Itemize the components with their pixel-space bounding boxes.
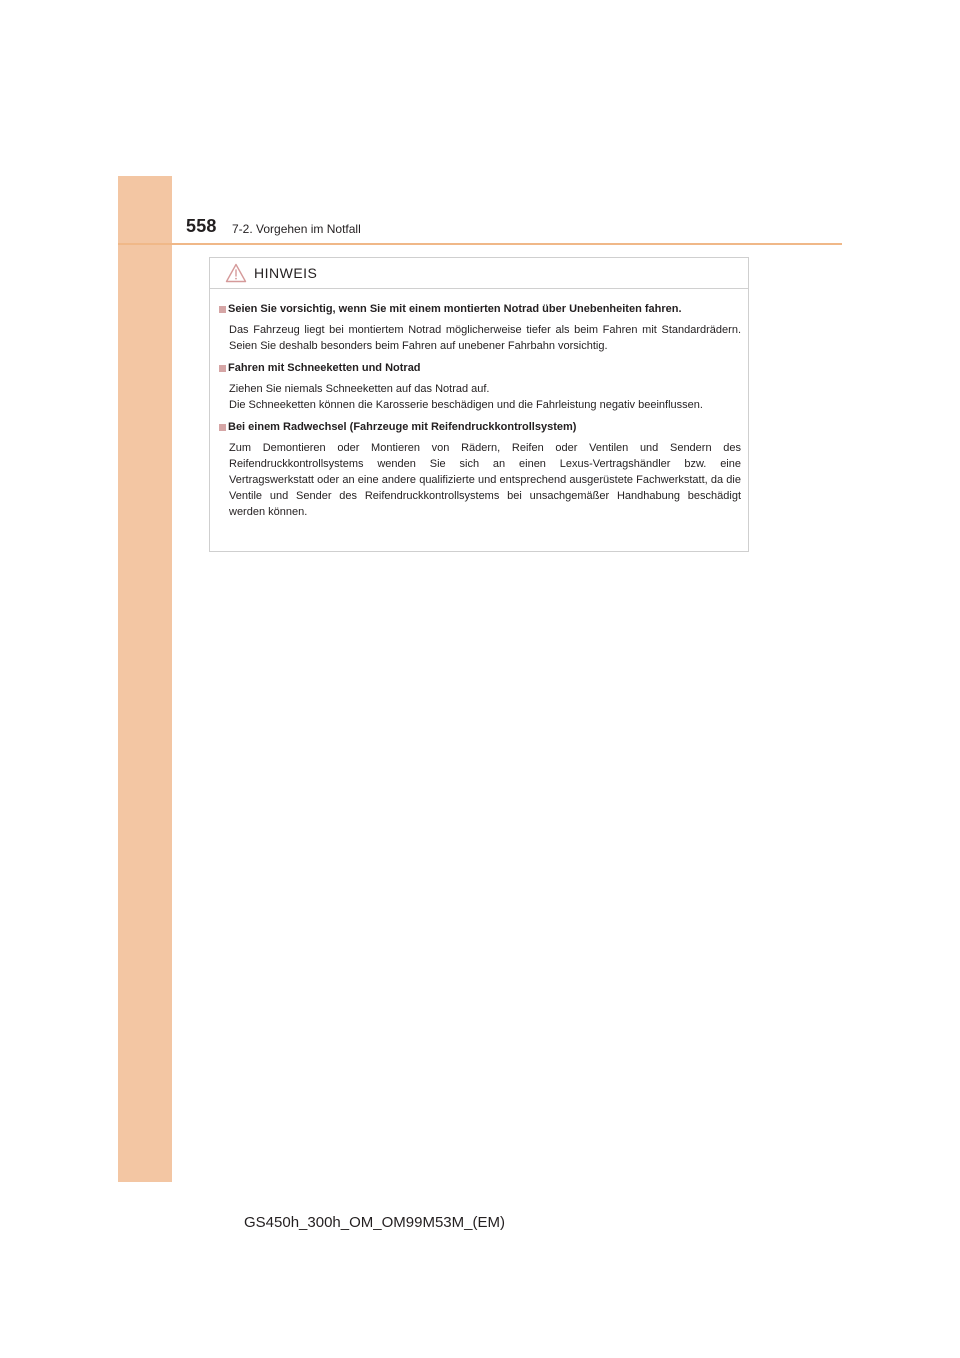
notice-item-heading: Seien Sie vorsichtig, wenn Sie mit einem montierten Notrad über Unebenheiten fahren. (228, 303, 682, 315)
chapter-side-band (118, 176, 172, 1182)
notice-item-heading: Bei einem Radwechsel (Fahrzeuge mit Reifendruckkontrollsystem) (228, 421, 577, 433)
notice-item (219, 420, 741, 520)
header-rule (118, 243, 842, 245)
square-bullet-icon (219, 424, 226, 431)
notice-item-paragraph: Ziehen Sie niemals Schneeketten auf das Notrad auf. (229, 383, 490, 395)
notice-item-heading: Fahren mit Schneeketten und Notrad (228, 362, 421, 374)
page-number: 558 (186, 216, 217, 236)
warning-triangle-icon (225, 263, 247, 283)
square-bullet-icon (219, 306, 226, 313)
notice-item-paragraph: Die Schneeketten können die Karosserie beschädigen und die Fahrleistung negativ beeinflussen. (229, 399, 703, 411)
notice-item (219, 361, 741, 413)
notice-box (209, 257, 749, 552)
section-title: 7-2. Vorgehen im Notfall (232, 222, 361, 236)
notice-body (219, 302, 741, 527)
document-code: GS450h_300h_OM_OM99M53M_(EM) (244, 1214, 505, 1231)
notice-title: HINWEIS (254, 265, 318, 281)
notice-header (210, 258, 748, 289)
notice-item (219, 302, 741, 354)
notice-item-paragraph: Das Fahrzeug liegt bei montiertem Notrad möglicherweise tiefer als beim Fahren mit Standardrädern. Seien Sie deshalb besonders beim Fahren auf unebener Fahrbahn vorsichtig. (229, 324, 741, 352)
notice-item-paragraph: Zum Demontieren oder Montieren von Rädern, Reifen oder Ventilen und Sendern des Reifendruckkontrollsystems wenden Sie sich an einen Lexus-Vertragshändler bzw. eine Vertragswerkstatt oder an eine andere qualifizierte und entsprechend ausgerüstete Fachwerkstatt, da die Ventile und Sender des Reifendruckkontrollsystems bei unsachgemäßer Handhabung beschädigt werden können. (229, 442, 741, 518)
square-bullet-icon (219, 365, 226, 372)
